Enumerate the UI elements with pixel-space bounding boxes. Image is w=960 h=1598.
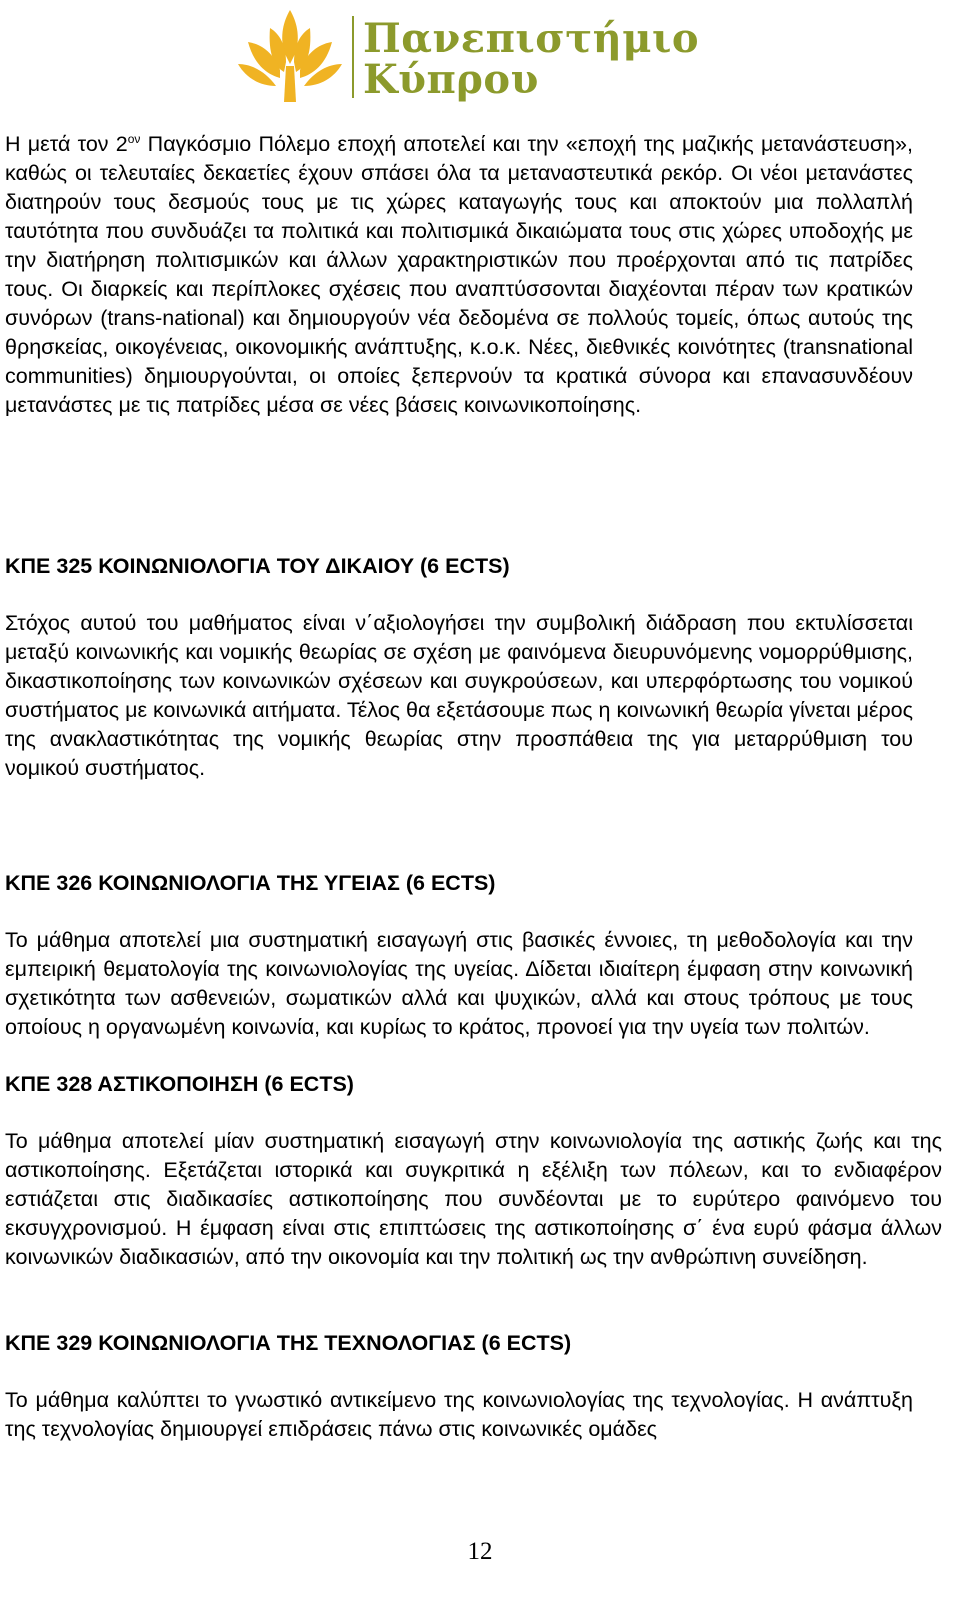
course-326-description: Το μάθημα αποτελεί μια συστηματική εισαγωγή στις βασικές έννοιες, τη μεθοδολογία και την εμπειρική θεματολογία της κοινωνιολογίας της υγείας. Δίδεται ιδιαίτερη έμφαση στην κοινωνική σχετικότητα των ασθενειών, σωματικών αλλά και ψυχικών, αλλά και στους τρόπους με τους οποίους η οργανωμένη κοινωνία, και κυρίως το κράτος, προνοεί για την υγεία των πολιτών. bbox=[5, 928, 913, 1039]
course-329-description: Το μάθημα καλύπτει το γνωστικό αντικείμενο της κοινωνιολογίας της τεχνολογίας. Η ανάπτυξη της τεχνολογίας δημιουργεί επιδράσεις πάνω στις κοινωνικές ομάδες bbox=[5, 1388, 913, 1441]
document-body bbox=[5, 130, 942, 1444]
intro-text-start: Η μετά τον 2 bbox=[5, 132, 128, 156]
course-328-description: Το μάθημα αποτελεί μίαν συστηματική εισαγωγή στην κοινωνιολογία της αστικής ζωής και της αστικοποίησης. Εξετάζεται ιστορικά και συγκριτικά η εξέλιξη των πόλεων, και το ενδιαφέρον εστιάζεται στις διαδικασίες αστικοποίησης που συνδέονται με το ευρύτερο φαινόμενο του εκσυγχρονισμού. Η έμφαση είναι στις επιπτώσεις της αστικοποίησης σ΄ ένα ευρύ φάσμα άλλων κοινωνικών διαδικασιών, από την οικονομία και την πολιτική ως την ανθρώπινη συνείδηση. bbox=[5, 1129, 942, 1269]
course-329-title: ΚΠΕ 329 ΚΟΙΝΩΝΙΟΛΟΓΙΑ ΤΗΣ ΤΕΧΝΟΛΟΓΙΑΣ (6 ECTS) bbox=[5, 1331, 572, 1355]
tree-emblem-icon bbox=[234, 8, 346, 104]
superscript-ordinal: ον bbox=[127, 131, 141, 146]
course-325-description: Στόχος αυτού του μαθήματος είναι ν΄αξιολογήσει την συμβολική διάδραση που εκτυλίσσεται μεταξύ κοινωνικής και νομικής θεωρίας σε σχέση με φαινόμενα διευρυνόμενης νομορρύθμισης, δικαστικοποίησης των κοινωνικών σχέσεων και συγκρούσεων, και υπερφόρτωσης του νομικού συστήματος με κοινωνικά αιτήματα. Τέλος θα εξετάσουμε πως η κοινωνική θεωρία γίνεται μέρος της ανακλαστικότητας της νομικής θεωρίας στην προσπάθεια της για μεταρρύθμιση του νομικού συστήματος. bbox=[5, 611, 913, 780]
university-logo bbox=[228, 0, 700, 112]
logo-divider bbox=[352, 16, 354, 98]
logo-text-line1: Πανεπιστήμιο bbox=[363, 15, 700, 62]
intro-paragraph bbox=[5, 130, 913, 470]
course-326-title: ΚΠΕ 326 ΚΟΙΝΩΝΙΟΛΟΓΙΑ ΤΗΣ ΥΓΕΙΑΣ (6 ECTS) bbox=[5, 871, 496, 895]
intro-text-rest: Παγκόσμιο Πόλεμο εποχή αποτελεί και την «εποχή της μαζικής μετανάστευση», καθώς οι τελευταίες δεκαετίες έχουν σπάσει όλα τα μεταναστευτικά ρεκόρ. Οι νέοι μετανάστες διατηρούν τους δεσμούς τους με τις χώρες καταγωγής τους και αποκτούν μια πολλαπλή ταυτότητα που συνδυάζει τα πολιτικά και πολιτισμικά δικαιώματα τους στις χώρες υποδοχής με την διατήρηση πολιτισμικών και άλλων χαρακτηριστικών που προέρχονται από τις πατρίδες τους. Οι διαρκείς και περίπλοκες σχέσεις που αναπτύσσονται διαχέονται πέραν των κρατικών συνόρων (trans-national) και δημιουργούν νέα δεδομένα σε πολλούς τομείς, όπως αυτούς της θρησκείας, οικογένειας, οικονομικής ανάπτυξης, κ.ο.κ. Νέες, διεθνικές κοινότητες (transnational communities) δημιουργούνται, οι οποίες ξεπερνούν τα κρατικά σύνορα και επανασυνδέουν μετανάστες με τις πατρίδες μέσα σε νέες βάσεις κοινωνικοποίησης. bbox=[5, 132, 913, 417]
course-325-title: ΚΠΕ 325 ΚΟΙΝΩΝΙΟΛΟΓΙΑ ΤΟΥ ΔΙΚΑΙΟΥ (6 ECTS) bbox=[5, 554, 510, 578]
course-328-title: ΚΠΕ 328 ΑΣΤΙΚΟΠΟΙΗΣΗ (6 ECTS) bbox=[5, 1072, 354, 1096]
logo-text-line2: Κύπρου bbox=[363, 56, 539, 103]
page-number: 12 bbox=[467, 1538, 493, 1565]
